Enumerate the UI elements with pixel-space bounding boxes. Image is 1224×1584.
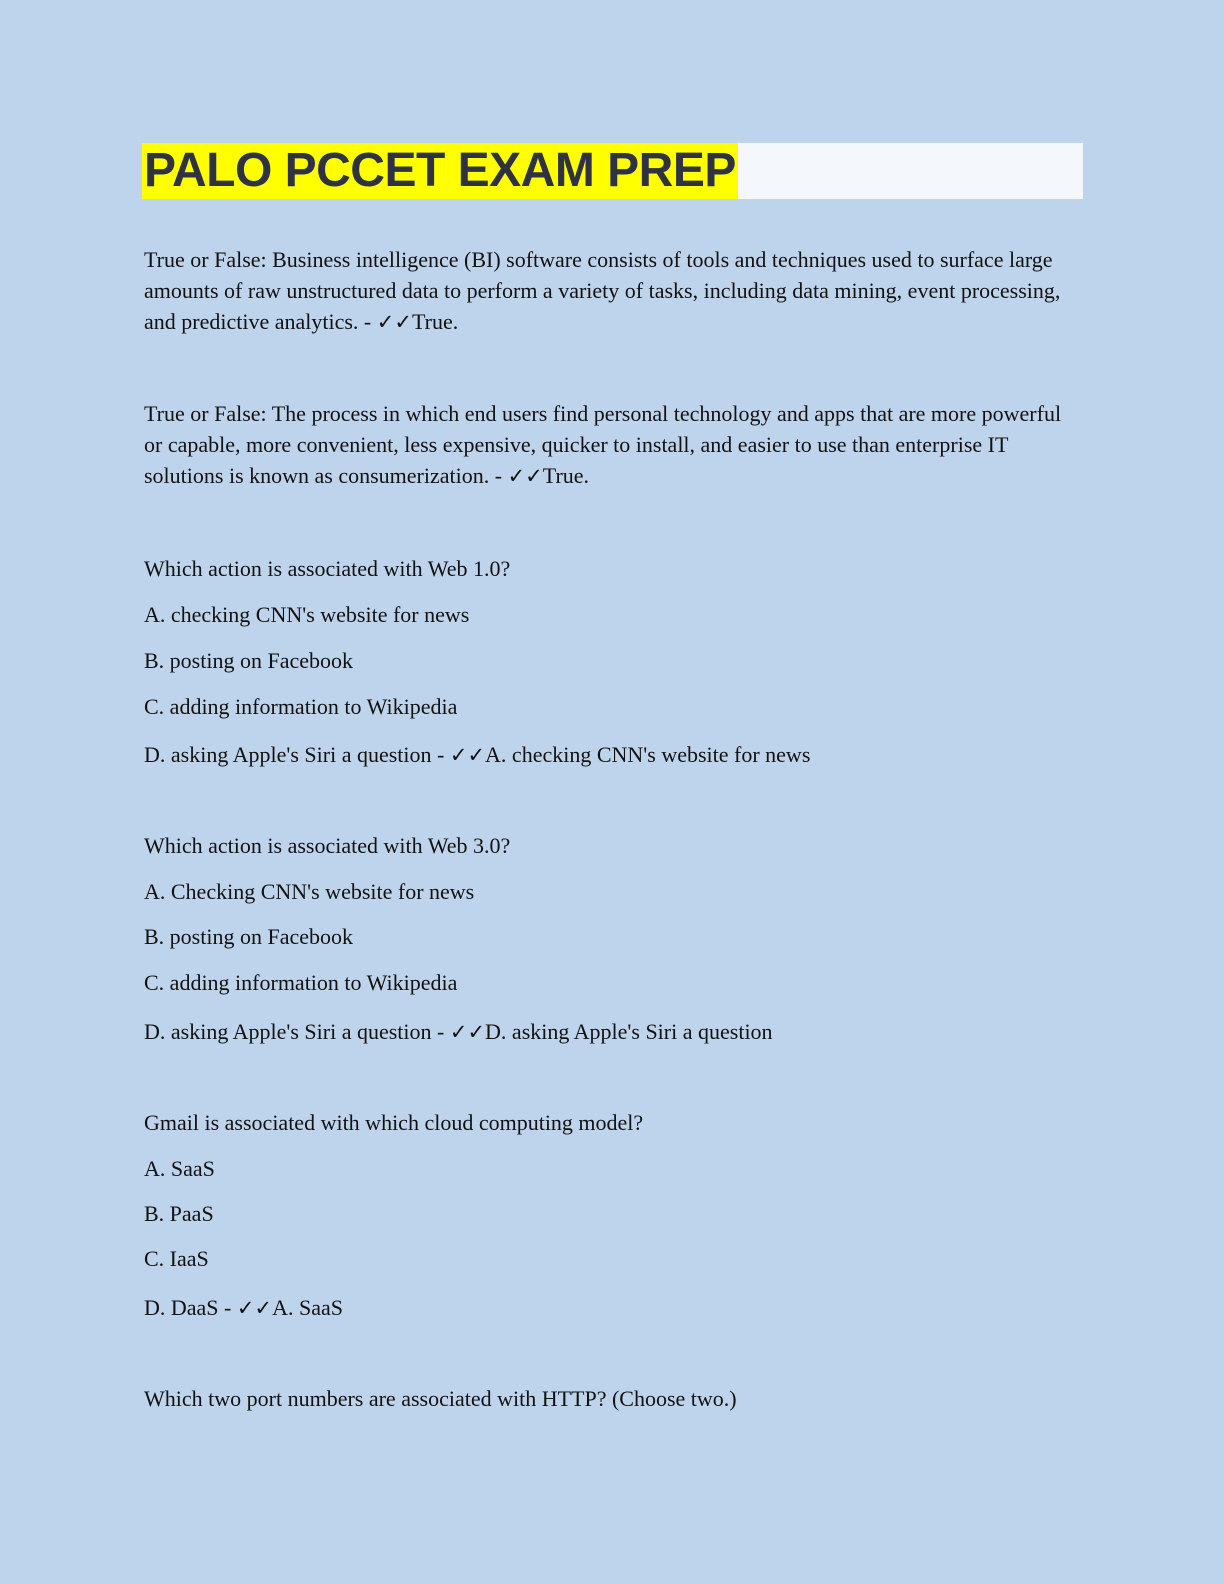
question-1-text: True or False: Business intelligence (BI) software consists of tools and techniques used to surface large amounts of raw unstructured data to perform a variety of tasks, including data mining, event processing, and predictive analytics. - <box>144 247 1061 334</box>
question-2-answer: True. <box>542 463 590 488</box>
question-5-option-b: B. PaaS <box>144 1201 214 1226</box>
question-6-text: Which two port numbers are associated with HTTP? (Choose two.) <box>144 1386 737 1411</box>
question-5-option-d-row <box>144 1293 343 1323</box>
question-2-text: True or False: The process in which end users find personal technology and apps that are more powerful or capable, more convenient, less expensive, quicker to install, and easier to use than enterprise IT solutions is known as consumerization. - <box>144 401 1062 488</box>
question-4-text: Which action is associated with Web 3.0? <box>144 833 511 858</box>
question-1-answer: True. <box>411 309 459 334</box>
check-icon: ✓✓ <box>507 464 543 488</box>
question-4-option-c: C. adding information to Wikipedia <box>144 970 458 995</box>
check-icon: ✓✓ <box>449 743 486 767</box>
question-3-option-d-row <box>144 740 810 770</box>
question-4-answer: D. asking Apple's Siri a question <box>485 1019 773 1044</box>
question-4-option-a: A. Checking CNN's website for news <box>144 879 475 904</box>
question-text <box>144 244 1074 338</box>
question-3-option-d: D. asking Apple's Siri a question - <box>144 742 450 767</box>
question-5-option-a: A. SaaS <box>144 1156 215 1181</box>
title-bar <box>142 143 1083 199</box>
question-text <box>144 398 1074 492</box>
question-3-answer: A. checking CNN's website for news <box>485 742 811 767</box>
question-5-option-d: D. DaaS - <box>144 1295 237 1320</box>
document-title: PALO PCCET EXAM PREP <box>144 144 736 197</box>
question-block-2 <box>144 398 1074 492</box>
question-block-1 <box>144 244 1074 338</box>
question-5-option-c: C. IaaS <box>144 1246 209 1271</box>
check-icon: ✓✓ <box>449 1020 486 1044</box>
question-5-answer: A. SaaS <box>272 1295 343 1320</box>
question-3-option-c: C. adding information to Wikipedia <box>144 694 458 719</box>
check-icon: ✓✓ <box>376 310 412 334</box>
question-3-option-a: A. checking CNN's website for news <box>144 602 470 627</box>
question-3-option-b: B. posting on Facebook <box>144 648 353 673</box>
question-4-option-d: D. asking Apple's Siri a question - <box>144 1019 450 1044</box>
question-4-option-d-row <box>144 1017 773 1047</box>
check-icon: ✓✓ <box>236 1296 273 1320</box>
question-4-option-b: B. posting on Facebook <box>144 924 353 949</box>
question-3-text: Which action is associated with Web 1.0? <box>144 556 511 581</box>
question-5-text: Gmail is associated with which cloud computing model? <box>144 1110 644 1135</box>
